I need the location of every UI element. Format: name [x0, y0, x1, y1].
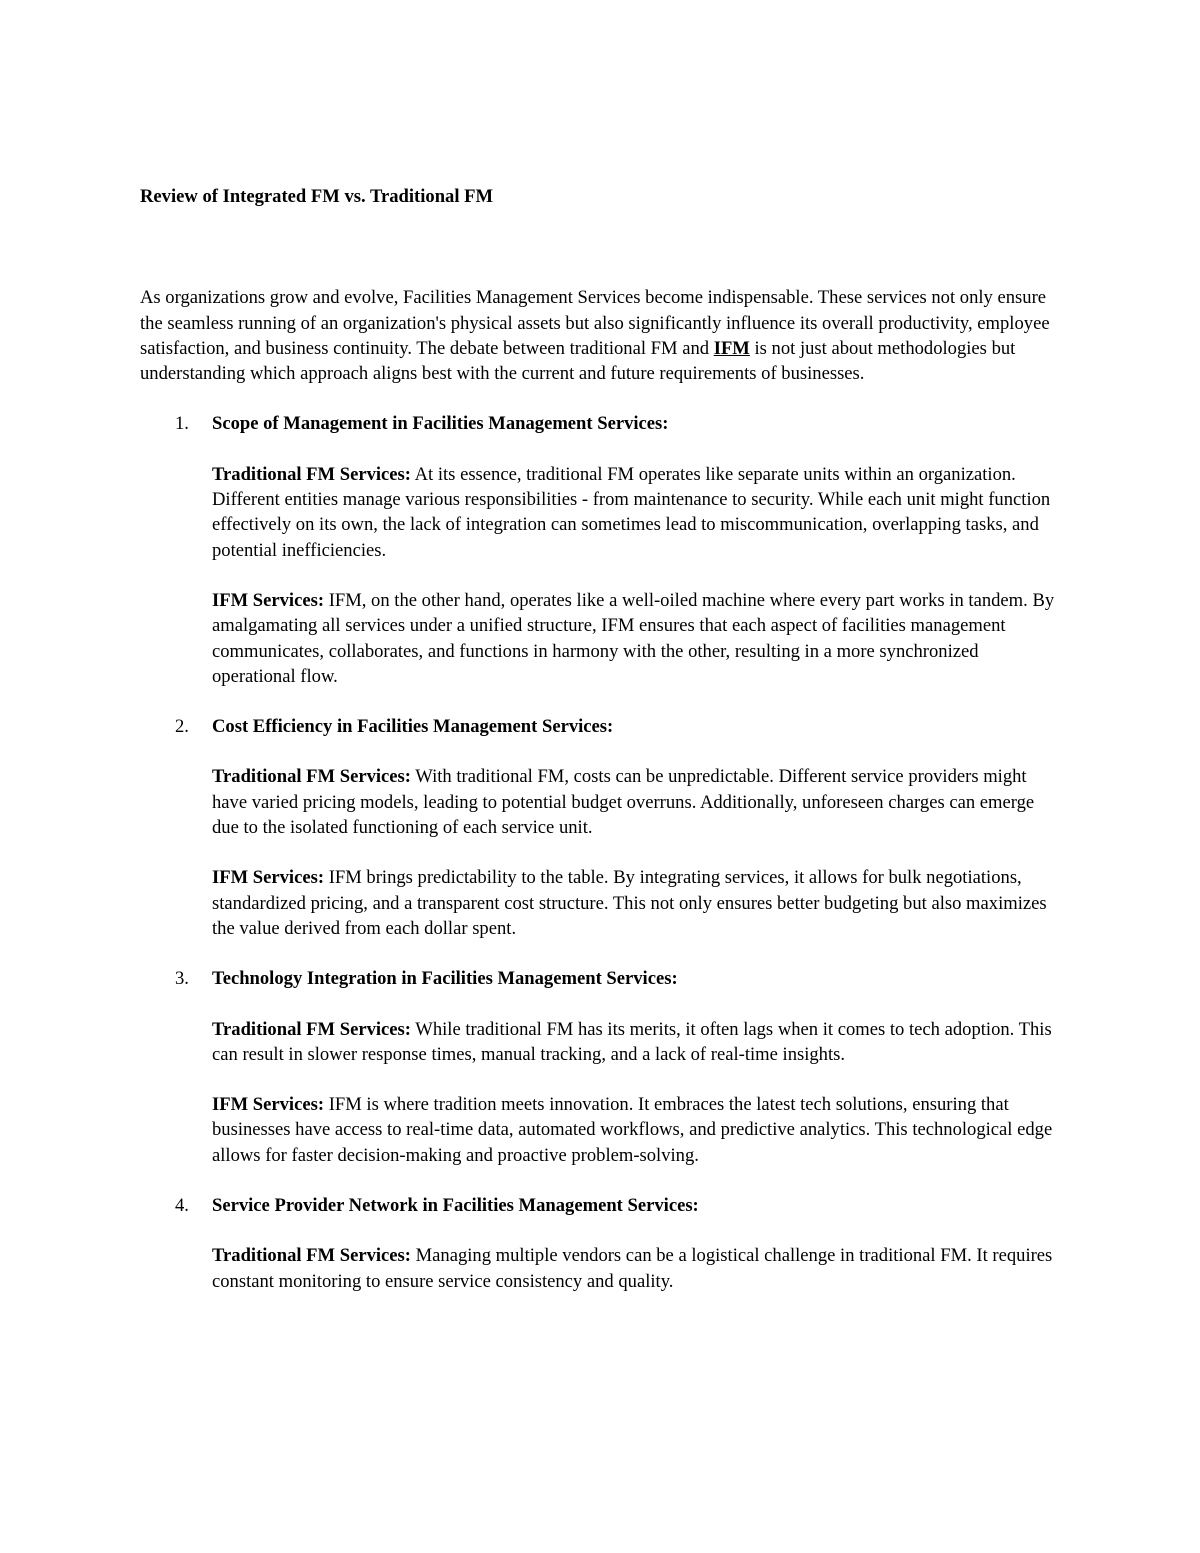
- ifm-text: IFM, on the other hand, operates like a well-oiled machine where every part works in tandem. By amalgamating all services under a unified structure, IFM ensures that each aspect of facilities management communicates, collaborates, and functions in harmony with the other, resulting in a more synchronized operational flow.: [212, 589, 1055, 687]
- section-scope-of-management: [140, 411, 1065, 689]
- intro-paragraph: [140, 285, 1065, 386]
- page-title: Review of Integrated FM vs. Traditional FM: [140, 186, 494, 207]
- section-number: 2.: [175, 716, 189, 738]
- ifm-link[interactable]: IFM: [713, 337, 750, 359]
- traditional-fm-label: Traditional FM Services:: [212, 463, 411, 485]
- traditional-fm-paragraph: [212, 1017, 1065, 1068]
- ifm-paragraph: [212, 588, 1065, 689]
- traditional-fm-label: Traditional FM Services:: [212, 766, 411, 788]
- ifm-label: IFM Services:: [212, 1094, 325, 1116]
- section-number: 3.: [175, 968, 189, 990]
- section-number: 1.: [175, 413, 189, 435]
- traditional-fm-paragraph: [212, 1243, 1065, 1294]
- sections-list: [140, 411, 1065, 1293]
- traditional-fm-paragraph: [212, 462, 1065, 563]
- ifm-paragraph: [212, 1092, 1065, 1168]
- ifm-text: IFM brings predictability to the table. By integrating services, it allows for bulk negotiations, standardized pricing, and a transparent cost structure. This not only ensures better budgeting but also maximizes the value derived from each dollar spent.: [212, 867, 1047, 939]
- ifm-label: IFM Services:: [212, 867, 325, 889]
- traditional-fm-text: At its essence, traditional FM operates like separate units within an organization. Different entities manage various responsibilities - from maintenance to security. While each unit might function effectively on its own, the lack of integration can sometimes lead to miscommunication, overlapping tasks, and potential inefficiencies.: [212, 463, 1051, 561]
- traditional-fm-text: While traditional FM has its merits, it often lags when it comes to tech adoption. This can result in slower response times, manual tracking, and a lack of real-time insights.: [212, 1018, 1052, 1065]
- traditional-fm-paragraph: [212, 764, 1065, 840]
- section-technology-integration: [140, 966, 1065, 1168]
- intro-text-before-link: As organizations grow and evolve, Facilities Management Services become indispensable. These services not only ensure the seamless running of an organization's physical assets but also significantly influence its overall productivity, employee satisfaction, and business continuity. The debate between traditional FM and: [140, 287, 1050, 359]
- ifm-label: IFM Services:: [212, 589, 325, 611]
- section-heading: Scope of Management in Facilities Management Services:: [212, 413, 669, 435]
- intro-text-after-link: is not just about methodologies but understanding which approach aligns best with the current and future requirements of businesses.: [140, 337, 1016, 385]
- section-number: 4.: [175, 1195, 189, 1217]
- traditional-fm-text: Managing multiple vendors can be a logistical challenge in traditional FM. It requires constant monitoring to ensure service consistency and quality.: [212, 1245, 1053, 1292]
- section-service-provider-network: [140, 1193, 1065, 1294]
- traditional-fm-text: With traditional FM, costs can be unpredictable. Different service providers might have varied pricing models, leading to potential budget overruns. Additionally, unforeseen charges can emerge due to the isolated functioning of each service unit.: [212, 766, 1035, 839]
- ifm-text: IFM is where tradition meets innovation. It embraces the latest tech solutions, ensuring that businesses have access to real-time data, automated workflows, and predictive analytics. This technological edge allows for faster decision-making and proactive problem-solving.: [212, 1094, 1053, 1166]
- ifm-paragraph: [212, 865, 1065, 941]
- document-body: [140, 184, 1065, 1319]
- section-heading: Technology Integration in Facilities Management Services:: [212, 968, 678, 990]
- traditional-fm-label: Traditional FM Services:: [212, 1245, 411, 1267]
- section-cost-efficiency: [140, 714, 1065, 941]
- section-heading: Cost Efficiency in Facilities Management Services:: [212, 716, 614, 738]
- section-heading: Service Provider Network in Facilities Management Services:: [212, 1195, 699, 1217]
- traditional-fm-label: Traditional FM Services:: [212, 1018, 411, 1040]
